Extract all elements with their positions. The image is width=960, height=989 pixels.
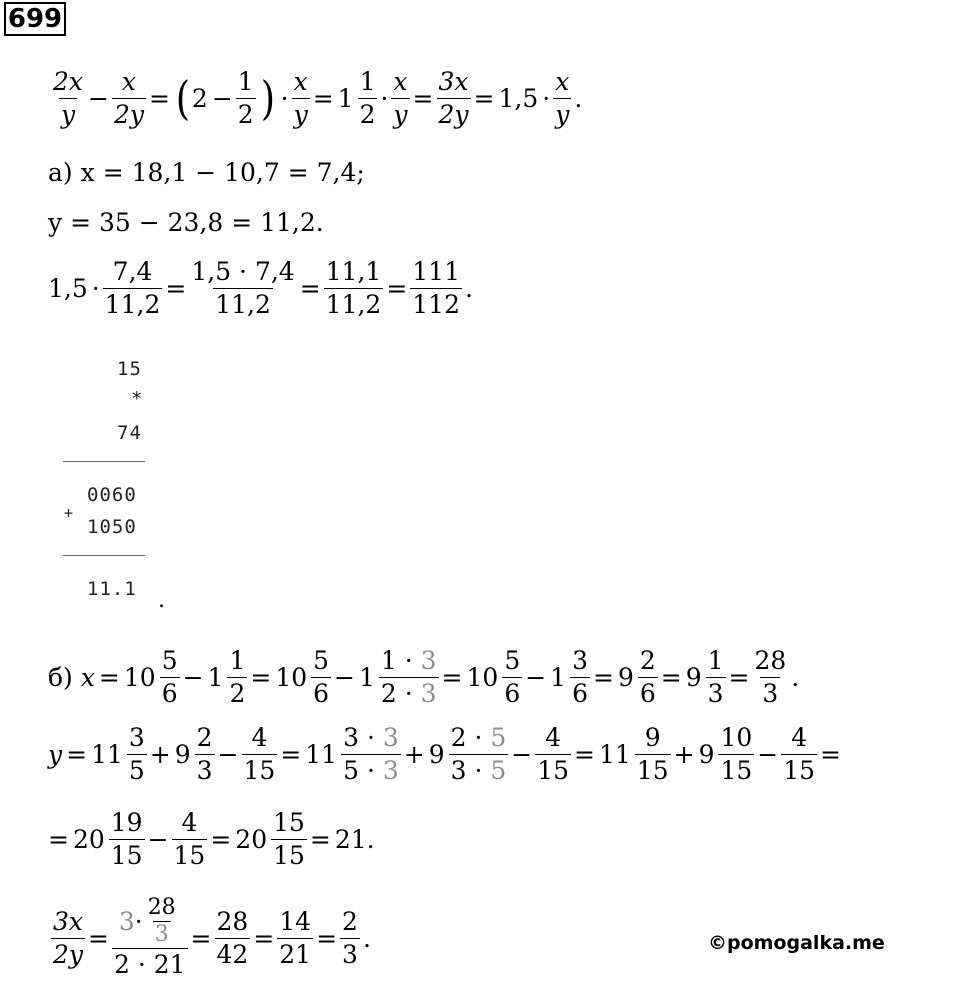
part-b-y-continuation: = 20 $\frac{19}{15}$ − $\frac{4}{15}$ = 20 $\frac{15}{15}$ = 21.: [48, 807, 375, 870]
part-b-x-line: б) x = 10 $\frac{5}{6}$ − 1 $\frac{1}{2}$ = 10 $\frac{5}{6}$ − 1 $\frac{1 \cdot 3}{2 \cdot 3}$ = 10 $\frac{5}{6}$ − 1 $\frac{3}{6}$ = 9 $\frac{2}{6}$ = 9 $\frac{1}{3}$ = $\frac{28}{3}$ .: [48, 645, 800, 708]
part-a-label: а): [48, 157, 73, 187]
fraction: $\frac{2x}{y}$: [53, 66, 84, 129]
multiplicand: 15: [117, 358, 142, 380]
multiplier: 74: [117, 422, 142, 444]
watermark: ©pomogalka.me: [708, 932, 885, 954]
partial-product: 1050: [87, 516, 137, 538]
compound-fraction: 3 · $\frac{28}{3}$ 2 · 21: [113, 895, 186, 979]
general-expression: $\frac{2x}{y}$ − $\frac{x}{2y}$ = ( 2 − $\frac{1}{2}$ ) · $\frac{x}{y}$ = 1 $\frac{1}{2}$ · $\frac{x}{y}$ = $\frac{3x}{2y}$ = 1,5 · $\frac{x}{y}$ .: [53, 66, 583, 129]
part-a-y-line: y = 35 − 23,8 = 11,2.: [48, 207, 324, 237]
part-a-x-line: а) x = 18,1 − 10,7 = 7,4;: [48, 157, 365, 187]
divider: [63, 461, 145, 462]
problem-number: 699: [4, 2, 66, 36]
product-result: 11.1: [87, 578, 137, 600]
period: .: [158, 588, 165, 613]
partial-product: 0060: [87, 484, 137, 506]
multiply-operator: *: [131, 388, 144, 410]
part-a-computation: 1,5 · $\frac{7,4}{11,2}$ = $\frac{1,5 \cdot 7,4}{11,2}$ = $\frac{11,1}{11,2}$ = $\frac{111}{112}$ .: [48, 256, 473, 319]
part-b-y-line: y = 11 $\frac{3}{5}$ + 9 $\frac{2}{3}$ − $\frac{4}{15}$ = 11 $\frac{3 \cdot 3}{5 \cdot 3}$ + 9 $\frac{2 \cdot 5}{3 \cdot 5}$ − $\frac{4}{15}$ = 11 $\frac{9}{15}$ + 9 $\frac{10}{15}$ − $\frac{4}{15}$ =: [48, 722, 841, 785]
fraction: $\frac{x}{2y}$: [113, 66, 144, 129]
divider: [63, 555, 145, 556]
part-b-final-line: $\frac{3x}{2y}$ = 3 · $\frac{28}{3}$ 2 · 21 = $\frac{28}{42}$ = $\frac{14}{21}$ = $\frac{2}{3}$ .: [53, 895, 371, 979]
part-b-label: б): [48, 662, 73, 692]
plus-operator: +: [64, 504, 75, 522]
